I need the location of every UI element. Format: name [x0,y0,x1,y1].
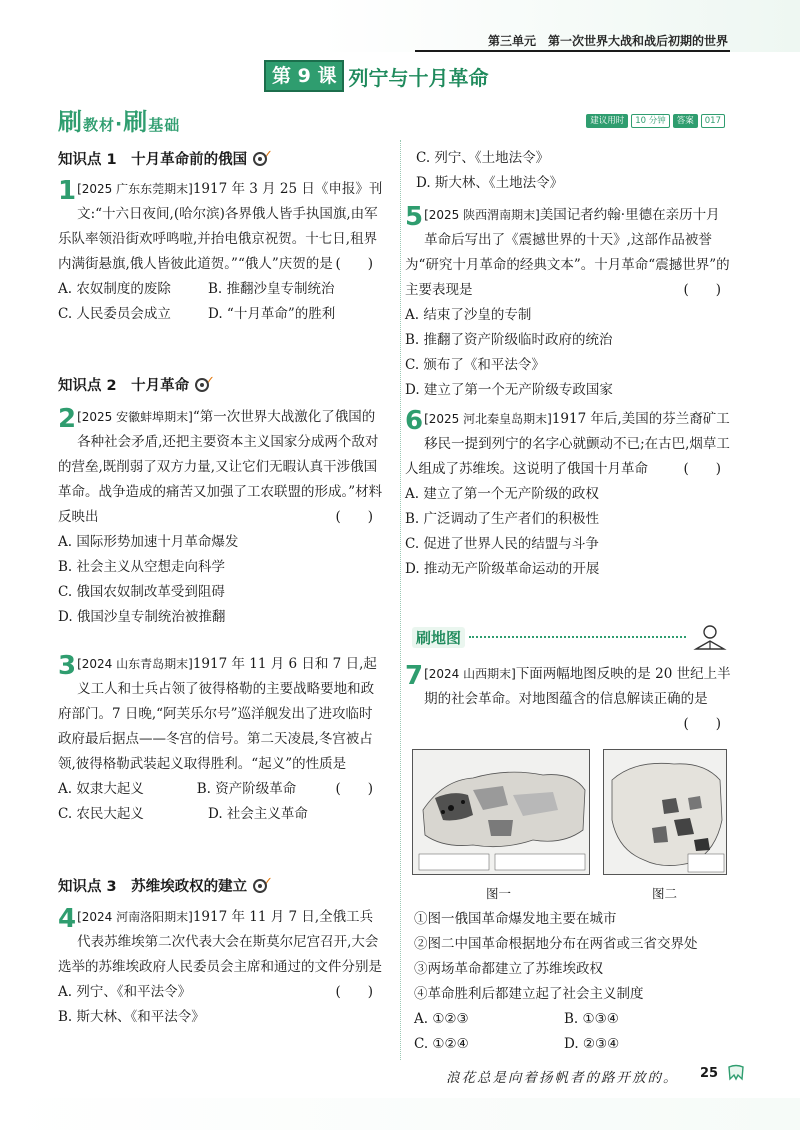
answer-parens: ( ) [683,282,721,298]
kp3-label: 知识点 3 苏维埃政权的建立 [58,879,248,895]
figure-1-caption: 图一 [486,886,512,901]
option-a[interactable]: A. 国际形势加速十月革命爆发 [58,534,239,550]
option-b[interactable]: B. 资产阶级革命 [196,781,297,797]
check-icon: ✓ [262,148,274,163]
option-d[interactable]: D. 俄国沙皇专制统治被推翻 [58,609,226,625]
option-d[interactable]: D. 建立了第一个无产阶级专政国家 [405,382,613,398]
option-c[interactable]: C. 农民大起义 [58,806,144,822]
reading-mascot-icon [690,623,730,651]
question-7 [405,662,731,737]
tooth-mascot-icon [726,1064,746,1082]
question-2 [58,405,383,630]
question-source: [2025 安徽蚌埠期末] [77,410,193,424]
question-text: 1917 年 11 月 6 日和 7 日,起义工人和士兵占领了彼得格勒的主要战略要地和政府部门。7 日晚,“阿芙乐尔号”巡洋舰发出了进攻临时政府最后据点——冬宫的信号。第二天凌晨,冬宫被占领,彼得格勒武装起义取得胜利。“起义”的性质是 [58,656,377,772]
option-a[interactable]: A. 奴隶大起义 [58,781,144,797]
statement-2: ②图二中国革命根据地分布在两省或三省交界处 [414,936,698,952]
dotted-rule [469,636,686,638]
figure-2-caption: 图二 [652,886,678,901]
answer-page: 017 [701,114,725,128]
check-icon: ✓ [204,374,216,389]
knowledge-point-1 [58,148,273,169]
statement-4: ④革命胜利后都建立起了社会主义制度 [414,986,644,1002]
question-number: 4 [58,904,77,934]
answer-parens: ( ) [335,256,373,272]
option-c[interactable]: C. 促进了世界人民的结盟与斗争 [405,536,599,552]
lesson-number: 第 9 课 [264,60,344,92]
map-section-title: 刷地图 [412,627,465,648]
question-number: 5 [405,202,424,232]
option-d[interactable]: D. 推动无产阶级革命运动的开展 [405,561,600,577]
options-row [58,277,383,302]
option-b[interactable]: B. 广泛调动了生产者们的积极性 [405,511,600,527]
question-source: [2025 陕西渭南期末] [424,208,540,222]
option-c[interactable]: C. 列宁、《土地法令》 [416,150,550,166]
option-b[interactable]: B. 推翻了资产阶级临时政府的统治 [405,332,613,348]
options-row [414,1007,732,1032]
knowledge-point-2 [58,374,215,395]
question-number: 1 [58,176,77,206]
target-icon [253,152,267,166]
option-b[interactable]: B. 社会主义从空想走向科学 [58,559,226,575]
slogan-part1: 刷 [58,108,83,136]
question-source: [2024 山东青岛期末] [77,657,193,671]
answer-parens: ( ) [335,984,373,1000]
question-number: 2 [58,404,77,434]
question-7-statements [414,907,732,1057]
question-number: 7 [405,661,424,691]
footer-quote: 浪花总是向着扬帆者的路开放的。 [446,1070,679,1086]
slogan-dot: · [115,113,124,135]
question-text: 美国记者约翰·里德在亲历十月革命后写出了《震撼世界的十天》,这部作品被誉为“研究十月革命的经典文本”。十月革命“震撼世界”的主要表现是 [405,207,730,298]
target-icon [253,879,267,893]
header-rule [415,50,730,52]
question-4-continued [416,146,732,196]
target-icon [195,378,209,392]
option-a[interactable]: A. 列宁、《和平法令》 [58,984,192,1000]
option-c[interactable]: C. 俄国农奴制改革受到阻碍 [58,584,225,600]
question-source: [2024 河南洛阳期末] [77,910,193,924]
kp1-label: 知识点 1 十月革命前的俄国 [58,152,248,168]
answer-label: 答案 [673,114,698,128]
question-1-stem [58,177,383,277]
kp2-label: 知识点 2 十月革命 [58,378,190,394]
page-number: 25 [700,1066,719,1081]
question-text: 1917 年 3 月 25 日《申报》刊文:“十六日夜间,(哈尔滨)各界俄人皆手执国旗,由军乐队率领沿街欢呼鸣啦,并抬电俄京祝贺。十七日,租界内满街悬旗,俄人皆彼此道贺。”“俄人”庆贺的是 [58,181,383,272]
slogan-part2: 教材 [83,116,116,134]
question-4 [58,905,383,1030]
option-c[interactable]: C. 颁布了《和平法令》 [405,357,545,373]
question-text: 1917 年后,美国的芬兰裔矿工移民一提到列宁的名字心就颤动不已;在古巴,烟草工人组成了苏维埃。这说明了俄国十月革命 [405,411,730,477]
slogan-part3: 刷 [123,108,149,136]
time-chips [586,114,725,128]
question-text: “第一次世界大战激化了俄国的各种社会矛盾,还把主要资本主义国家分成两个敌对的营垒,既削弱了双方力量,又让它们无暇认真干涉俄国革命。战争造成的痛苦又加强了工农联盟的形成。”材料反映出 [58,409,383,525]
lesson-title [264,60,488,92]
page-bottom-band [0,1098,800,1130]
question-source: [2025 河北秦皇岛期末] [424,412,552,426]
check-icon: ✓ [262,875,274,890]
option-c[interactable]: C. ①②④ [414,1036,469,1052]
option-a[interactable]: A. 结束了沙皇的专制 [405,307,532,323]
question-text: 下面两幅地图反映的是 20 世纪上半期的社会革命。对地图蕴含的信息解读正确的是 [424,666,731,707]
option-b[interactable]: B. ①③④ [564,1011,619,1027]
lesson-name: 列宁与十月革命 [348,65,489,90]
question-6-stem [405,407,731,482]
question-7-stem [405,661,731,732]
answer-parens: ( ) [335,781,373,797]
option-d[interactable]: D. 社会主义革命 [208,806,308,822]
time-value: 10 分钟 [631,114,670,128]
question-source: [2025 广东东莞期末] [77,182,193,196]
map-section-header [412,623,730,651]
question-number: 3 [58,651,77,681]
option-a[interactable]: A. 建立了第一个无产阶级的政权 [405,486,599,502]
question-3 [58,652,383,827]
question-1 [58,177,383,327]
option-a[interactable]: A. 农奴制度的废除 [58,281,171,297]
option-d[interactable]: D. ②③④ [564,1036,620,1052]
option-d[interactable]: D. “十月革命”的胜利 [208,306,336,322]
answer-parens: ( ) [683,461,721,477]
options-row [58,302,383,327]
option-b[interactable]: B. 斯大林、《和平法令》 [58,1009,205,1025]
knowledge-point-3 [58,875,273,896]
answer-parens: ( ) [335,509,373,525]
statement-1: ①图一俄国革命爆发地主要在城市 [414,911,617,927]
question-number: 6 [405,406,424,436]
question-5 [405,203,731,403]
question-2-stem [58,405,383,530]
map-figure-1 [412,749,590,875]
options-row [414,1032,732,1057]
option-c[interactable]: C. 人民委员会成立 [58,306,171,322]
option-b[interactable]: B. 推翻沙皇专制统治 [208,281,335,297]
question-source: [2024 山西期末] [424,667,516,681]
option-a[interactable]: A. ①②③ [414,1011,469,1027]
statement-3: ③两场革命都建立了苏维埃政权 [414,961,603,977]
options-row [58,802,383,827]
options-row [58,777,335,802]
column-divider [400,140,401,1060]
option-d[interactable]: D. 斯大林、《土地法令》 [416,175,564,191]
section-slogan [58,102,180,137]
unit-heading: 第三单元 第一次世界大战和战后初期的世界 [487,34,728,48]
map-figure-2 [603,749,727,875]
question-text: 1917 年 11 月 7 日,全俄工兵代表苏维埃第二次代表大会在斯莫尔尼宫召开,大会选举的苏维埃政府人民委员会主席和通过的文件分别是 [58,909,382,975]
question-6 [405,407,731,582]
time-label: 建议用时 [586,114,628,128]
slogan-part4: 基础 [148,116,181,134]
question-5-stem [405,203,731,303]
answer-parens: ( ) [683,716,721,732]
